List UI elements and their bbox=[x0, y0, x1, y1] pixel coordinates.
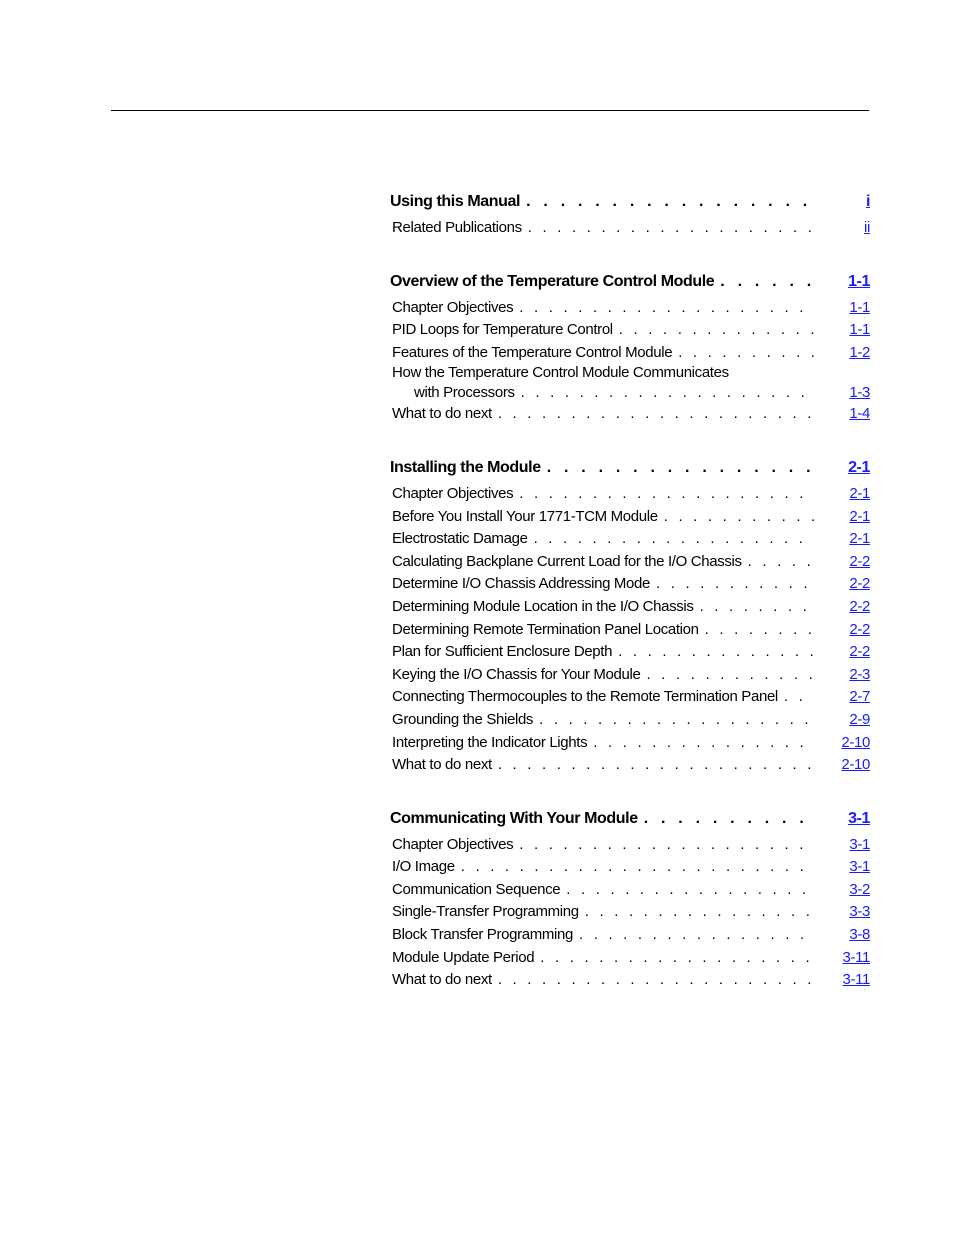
toc-section-installing bbox=[390, 454, 870, 777]
toc-entry bbox=[390, 483, 870, 506]
dot-leader bbox=[461, 856, 814, 879]
entry-label: Chapter Objectives bbox=[392, 835, 514, 853]
entry-page-link[interactable]: 2-3 bbox=[849, 665, 870, 683]
entry-page-link[interactable]: 3-1 bbox=[849, 835, 870, 853]
dot-leader bbox=[678, 342, 814, 365]
entry-label: Module Update Period bbox=[392, 948, 535, 966]
entry-label: Single-Transfer Programming bbox=[392, 903, 579, 921]
toc-entry bbox=[390, 342, 870, 365]
entry-label: What to do next bbox=[392, 756, 492, 774]
entry-page-link[interactable]: 1-4 bbox=[849, 405, 870, 423]
entry-page-link[interactable]: 2-9 bbox=[849, 710, 870, 728]
dot-leader bbox=[526, 188, 814, 215]
toc-entry bbox=[390, 551, 870, 574]
entry-page-link[interactable]: 2-2 bbox=[849, 552, 870, 570]
dot-leader bbox=[585, 901, 814, 924]
dot-leader bbox=[539, 709, 814, 732]
dot-leader bbox=[566, 879, 814, 902]
toc-entry bbox=[390, 834, 870, 857]
dot-leader bbox=[619, 319, 814, 342]
dot-leader bbox=[784, 686, 814, 709]
dot-leader bbox=[547, 454, 814, 481]
toc-entry bbox=[390, 506, 870, 529]
entry-page-link[interactable]: 1-1 bbox=[849, 321, 870, 339]
entry-label: I/O Image bbox=[392, 858, 455, 876]
entry-page-link[interactable]: 2-1 bbox=[849, 530, 870, 548]
entry-page-link[interactable]: 2-7 bbox=[849, 688, 870, 706]
section-page-link[interactable]: i bbox=[865, 193, 870, 210]
entry-label: Related Publications bbox=[392, 219, 522, 236]
entry-label: Block Transfer Programming bbox=[392, 926, 573, 944]
dot-leader bbox=[579, 924, 814, 947]
entry-label: Calculating Backplane Current Load for the I/O Chassis bbox=[392, 552, 742, 570]
dot-leader bbox=[519, 834, 814, 857]
toc-entry bbox=[390, 664, 870, 687]
toc-section-title bbox=[390, 454, 870, 481]
entry-label: Interpreting the Indicator Lights bbox=[392, 733, 588, 751]
dot-leader bbox=[521, 382, 814, 403]
dot-leader bbox=[528, 217, 814, 240]
toc-entry bbox=[390, 969, 870, 992]
entry-page-link[interactable]: 3-2 bbox=[849, 880, 870, 898]
entry-page-link[interactable]: 2-10 bbox=[841, 756, 870, 774]
dot-leader bbox=[705, 619, 814, 642]
toc-entry bbox=[390, 686, 870, 709]
section-page-link[interactable]: 2-1 bbox=[848, 458, 870, 476]
entry-label: Grounding the Shields bbox=[392, 710, 534, 728]
section-title-label: Communicating With Your Module bbox=[390, 809, 638, 827]
entry-page-link[interactable]: 3-1 bbox=[849, 858, 870, 876]
entry-label: What to do next bbox=[392, 405, 492, 423]
entry-label: How the Temperature Control Module Communicates bbox=[392, 364, 729, 382]
dot-leader bbox=[644, 805, 814, 832]
entry-page-link[interactable]: 2-2 bbox=[849, 643, 870, 661]
entry-label: Before You Install Your 1771-TCM Module bbox=[392, 507, 658, 525]
entry-page-link[interactable]: 1-1 bbox=[849, 298, 870, 316]
entry-page-link[interactable]: 1-2 bbox=[849, 343, 870, 361]
toc-entry bbox=[390, 596, 870, 619]
entry-label: Electrostatic Damage bbox=[392, 530, 528, 548]
dot-leader bbox=[748, 551, 814, 574]
entry-page-link[interactable]: 2-10 bbox=[841, 733, 870, 751]
toc-entry bbox=[390, 573, 870, 596]
entry-page-link[interactable]: 1-3 bbox=[849, 384, 870, 402]
entry-label: PID Loops for Temperature Control bbox=[392, 321, 613, 339]
dot-leader bbox=[519, 297, 814, 320]
entry-label: Chapter Objectives bbox=[392, 298, 514, 316]
entry-page-link[interactable]: 2-1 bbox=[849, 484, 870, 502]
toc-section-communicating bbox=[390, 805, 870, 992]
entry-label: Plan for Sufficient Enclosure Depth bbox=[392, 643, 613, 661]
dot-leader bbox=[498, 754, 814, 777]
section-page-link[interactable]: 1-1 bbox=[848, 272, 870, 290]
entry-label: Determining Remote Termination Panel Location bbox=[392, 620, 699, 638]
entry-page-link[interactable]: 3-11 bbox=[842, 971, 870, 989]
toc-entry bbox=[390, 619, 870, 642]
section-page-link[interactable]: 3-1 bbox=[848, 809, 870, 827]
entry-page-link[interactable]: 2-2 bbox=[849, 620, 870, 638]
dot-leader bbox=[656, 573, 814, 596]
section-title-label: Installing the Module bbox=[390, 458, 541, 476]
toc-entry bbox=[390, 641, 870, 664]
toc-entry bbox=[390, 754, 870, 777]
toc-entry bbox=[390, 901, 870, 924]
toc-entry bbox=[390, 924, 870, 947]
toc-entry bbox=[390, 732, 870, 755]
entry-page-link[interactable]: 2-2 bbox=[849, 575, 870, 593]
dot-leader bbox=[498, 403, 814, 426]
toc-entry bbox=[390, 528, 870, 551]
dot-leader bbox=[540, 947, 814, 970]
dot-leader bbox=[700, 596, 814, 619]
dot-leader bbox=[593, 732, 814, 755]
entry-page-link[interactable]: 2-2 bbox=[849, 597, 870, 615]
toc-entry bbox=[390, 879, 870, 902]
entry-page-link[interactable]: ii bbox=[864, 219, 870, 236]
section-title-label: Using this Manual bbox=[390, 193, 521, 210]
table-of-contents bbox=[390, 188, 870, 1020]
toc-entry bbox=[390, 297, 870, 320]
entry-label-continued: with Processors bbox=[414, 384, 515, 402]
entry-label: What to do next bbox=[392, 971, 492, 989]
entry-page-link[interactable]: 3-8 bbox=[849, 926, 870, 944]
entry-label: Determine I/O Chassis Addressing Mode bbox=[392, 575, 651, 593]
entry-label: Connecting Thermocouples to the Remote Termination Panel bbox=[392, 688, 778, 706]
toc-entry bbox=[390, 217, 870, 240]
entry-page-link[interactable]: 3-11 bbox=[842, 948, 870, 966]
toc-entry bbox=[390, 947, 870, 970]
toc-entry bbox=[390, 856, 870, 879]
entry-page-link[interactable]: 2-1 bbox=[849, 507, 870, 525]
entry-page-link[interactable]: 3-3 bbox=[849, 903, 870, 921]
entry-label: Determining Module Location in the I/O Chassis bbox=[392, 597, 694, 615]
dot-leader bbox=[720, 268, 814, 295]
entry-label: Chapter Objectives bbox=[392, 484, 514, 502]
dot-leader bbox=[498, 969, 814, 992]
toc-section-using-manual bbox=[390, 188, 870, 240]
toc-entry bbox=[390, 709, 870, 732]
toc-section-title bbox=[390, 268, 870, 295]
toc-entry bbox=[390, 364, 870, 403]
entry-label: Keying the I/O Chassis for Your Module bbox=[392, 665, 641, 683]
dot-leader bbox=[534, 528, 814, 551]
top-rule bbox=[111, 110, 869, 111]
dot-leader bbox=[618, 641, 814, 664]
dot-leader bbox=[647, 664, 814, 687]
dot-leader bbox=[664, 506, 814, 529]
section-title-label: Overview of the Temperature Control Module bbox=[390, 272, 715, 290]
dot-leader bbox=[519, 483, 814, 506]
toc-section-overview bbox=[390, 268, 870, 426]
toc-section-title bbox=[390, 188, 870, 215]
toc-entry bbox=[390, 319, 870, 342]
toc-entry bbox=[390, 403, 870, 426]
entry-label: Communication Sequence bbox=[392, 880, 561, 898]
entry-label: Features of the Temperature Control Module bbox=[392, 343, 673, 361]
toc-section-title bbox=[390, 805, 870, 832]
